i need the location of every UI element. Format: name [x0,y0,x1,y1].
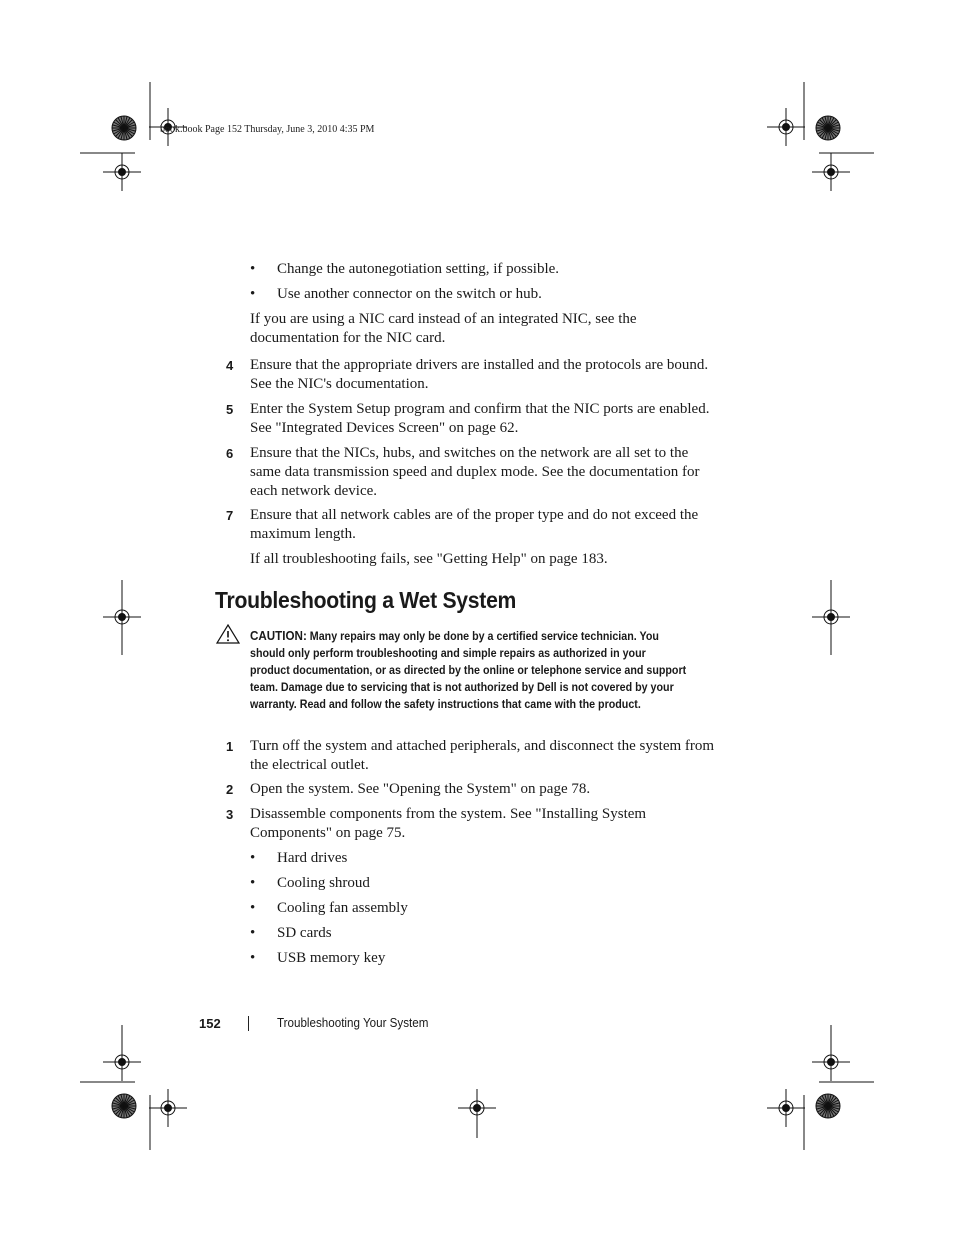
step-number: 5 [226,402,234,417]
header-meta: book.book Page 152 Thursday, June 3, 2010 4:35 PM [160,124,375,135]
list-item-text: Cooling shroud [277,875,370,891]
caution-label: CAUTION: [250,629,307,643]
bullet-glyph: • [250,286,256,302]
bullet-glyph: • [250,261,256,277]
step-number: 4 [226,358,234,373]
list-item-text: Change the autonegotiation setting, if possible. [277,261,560,277]
footer-title: Troubleshooting Your System [277,1016,429,1030]
step-number: 3 [226,807,234,822]
bullet-glyph: • [250,925,256,941]
bullet-glyph: • [250,850,256,866]
step-text: Enter the System Setup program and confirm that the NIC ports are enabled. See "Integrated Devices Screen" on page 62. [250,401,710,436]
step-number: 7 [226,508,234,523]
caution-text: Many repairs may only be done by a certified service technician. You should only perform troubleshooting and simple repairs as authorized in your product documentation, or as directed by the online or telephone service and support team. Damage due to servicing that is not authorized by Dell is not covered by your warranty. Read and follow the safety instructions that came with the product. [250,631,687,711]
section-title: Troubleshooting a Wet System [215,587,517,613]
list-item-text: Cooling fan assembly [277,900,408,916]
step-number: 1 [226,739,234,754]
step-text: Ensure that all network cables are of the proper type and do not exceed the maximum length. [250,507,699,542]
step-text: Ensure that the appropriate drivers are installed and the protocols are bound. See the NIC's documentation. [250,357,709,392]
bullet-glyph: • [250,875,256,891]
step-number: 2 [226,782,234,797]
bullet-glyph: • [250,900,256,916]
step-number: 6 [226,446,234,461]
step-text: Open the system. See "Opening the System" on page 78. [250,781,591,797]
list-item-text: Hard drives [277,850,348,866]
bullet-glyph: • [250,950,256,966]
list-item-text: Use another connector on the switch or hub. [277,286,542,302]
step-text: Turn off the system and attached peripherals, and disconnect the system from the electrical outlet. [250,738,715,773]
page-number: 152 [199,1016,221,1031]
nic-note: If you are using a NIC card instead of an integrated NIC, see the documentation for the NIC card. [250,311,637,346]
caution-icon [216,624,240,644]
list-item-text: SD cards [277,925,332,941]
footer-divider [248,1016,249,1031]
step-text: Ensure that the NICs, hubs, and switches on the network are all set to the same data transmission speed and duplex mode. See the documentation for each network device. [250,445,700,499]
caution-block [250,628,687,714]
fail-note: If all troubleshooting fails, see "Getting Help" on page 183. [250,551,608,567]
list-item-text: USB memory key [277,950,386,966]
step-text: Disassemble components from the system. See "Installing System Components" on page 75. [250,806,647,841]
